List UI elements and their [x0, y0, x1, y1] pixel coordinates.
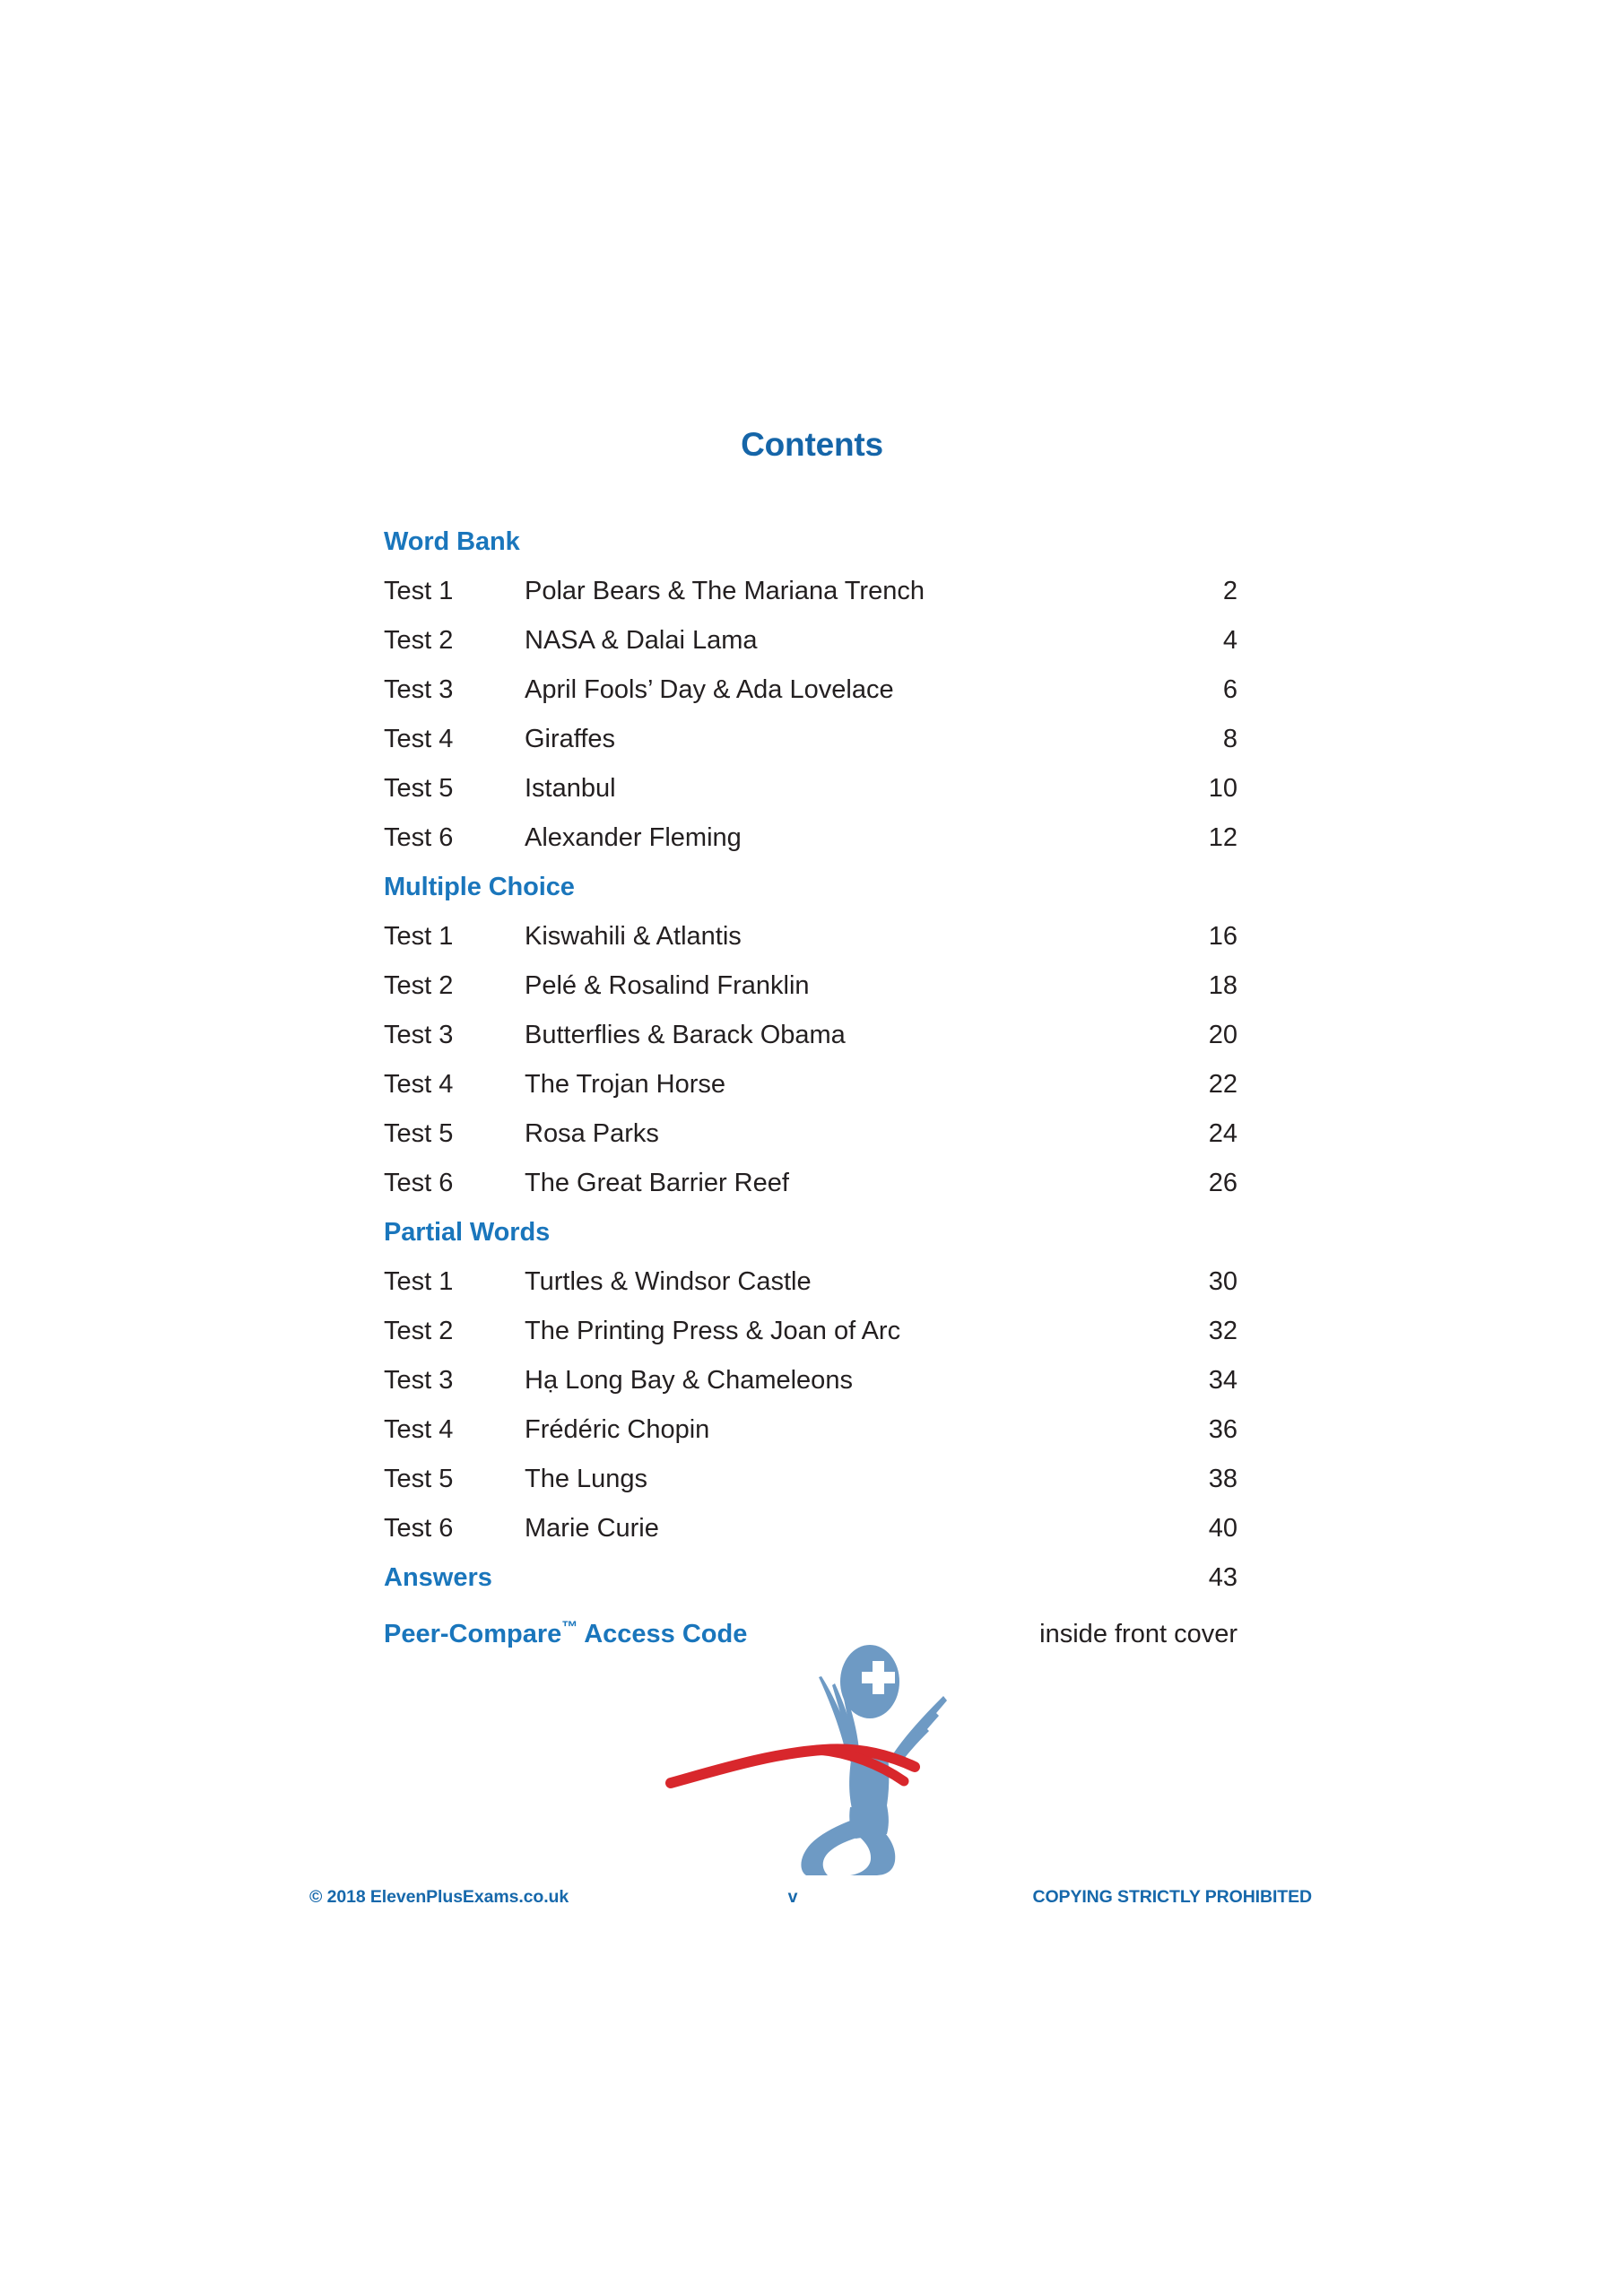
entry-title: Frédéric Chopin	[525, 1415, 710, 1444]
table-row[interactable]	[384, 1109, 1238, 1159]
page-title: Contents	[741, 426, 883, 463]
entry-page-number: 38	[1208, 1465, 1238, 1493]
access-code-label-prefix: Peer-Compare	[384, 1620, 562, 1649]
footer-copying-notice: COPYING STRICTLY PROHIBITED	[1032, 1887, 1312, 1907]
entry-title: The Great Barrier Reef	[525, 1169, 789, 1197]
entry-page-number: 24	[1208, 1119, 1238, 1148]
entry-page-number: 18	[1208, 971, 1238, 1000]
entry-title: Istanbul	[525, 774, 616, 803]
table-row[interactable]	[384, 1307, 1238, 1356]
entry-title: The Trojan Horse	[525, 1070, 726, 1099]
entry-page-number: 20	[1208, 1021, 1238, 1049]
table-row[interactable]	[384, 1011, 1238, 1060]
table-row[interactable]	[384, 1405, 1238, 1455]
entry-page-number: 4	[1222, 626, 1238, 655]
entry-title: Giraffes	[525, 725, 616, 753]
answers-page-number: 43	[1208, 1563, 1238, 1592]
table-row[interactable]	[384, 961, 1238, 1011]
test-label: Test 3	[384, 1021, 454, 1049]
entry-page-number: 8	[1222, 725, 1238, 753]
entry-page-number: 30	[1208, 1267, 1238, 1296]
table-row[interactable]	[384, 813, 1238, 863]
entry-title: The Printing Press & Joan of Arc	[525, 1317, 901, 1345]
answers-row[interactable]	[384, 1553, 1238, 1603]
entry-page-number: 22	[1208, 1070, 1238, 1099]
test-label: Test 1	[384, 577, 454, 605]
test-label: Test 4	[384, 725, 454, 753]
test-label: Test 1	[384, 1267, 454, 1296]
entry-title: Marie Curie	[525, 1514, 659, 1543]
entry-page-number: 36	[1208, 1415, 1238, 1444]
entry-title: Alexander Fleming	[525, 823, 742, 852]
access-code-value: inside front cover	[1039, 1620, 1238, 1649]
test-label: Test 3	[384, 675, 454, 704]
test-label: Test 6	[384, 1514, 454, 1543]
test-label: Test 2	[384, 626, 454, 655]
answers-label: Answers	[384, 1563, 492, 1592]
page-footer	[309, 1887, 1312, 1918]
test-label: Test 5	[384, 1465, 454, 1493]
test-label: Test 1	[384, 922, 454, 951]
entry-title: Butterflies & Barack Obama	[525, 1021, 846, 1049]
entry-page-number: 10	[1208, 774, 1238, 803]
table-row[interactable]	[384, 1257, 1238, 1307]
entry-title: Rosa Parks	[525, 1119, 659, 1148]
table-row[interactable]	[384, 1060, 1238, 1109]
entry-title: Kiswahili & Atlantis	[525, 922, 742, 951]
table-of-contents	[384, 517, 1238, 1652]
test-label: Test 3	[384, 1366, 454, 1395]
test-label: Test 5	[384, 1119, 454, 1148]
table-row[interactable]	[384, 715, 1238, 764]
entry-title: NASA & Dalai Lama	[525, 626, 758, 655]
entry-title: Pelé & Rosalind Franklin	[525, 971, 810, 1000]
table-row[interactable]	[384, 567, 1238, 616]
entry-page-number: 34	[1208, 1366, 1238, 1395]
entry-page-number: 26	[1208, 1169, 1238, 1197]
table-row[interactable]	[384, 1159, 1238, 1208]
test-label: Test 6	[384, 1169, 454, 1197]
trademark-icon: ™	[561, 1618, 578, 1636]
test-label: Test 5	[384, 774, 454, 803]
entry-title: Hạ Long Bay & Chameleons	[525, 1366, 853, 1395]
test-label: Test 6	[384, 823, 454, 852]
test-label: Test 2	[384, 1317, 454, 1345]
test-label: Test 4	[384, 1070, 454, 1099]
entry-title: Polar Bears & The Mariana Trench	[525, 577, 925, 605]
footer-page-number: v	[787, 1887, 798, 1907]
table-row[interactable]	[384, 665, 1238, 715]
table-row[interactable]	[384, 912, 1238, 961]
entry-title: April Fools’ Day & Ada Lovelace	[525, 675, 894, 704]
entry-title: The Lungs	[525, 1465, 648, 1493]
elevenplusexams-runner-logo	[665, 1635, 961, 1875]
entry-page-number: 2	[1222, 577, 1238, 605]
entry-page-number: 32	[1208, 1317, 1238, 1345]
entry-page-number: 12	[1208, 823, 1238, 852]
table-row[interactable]	[384, 764, 1238, 813]
table-row[interactable]	[384, 1504, 1238, 1553]
section-heading-word-bank: Word Bank	[384, 527, 520, 556]
section-heading-multiple-choice: Multiple Choice	[384, 873, 575, 901]
table-row[interactable]	[384, 1455, 1238, 1504]
entry-page-number: 40	[1208, 1514, 1238, 1543]
entry-title: Turtles & Windsor Castle	[525, 1267, 812, 1296]
table-row[interactable]	[384, 1356, 1238, 1405]
section-heading-partial-words: Partial Words	[384, 1218, 551, 1247]
test-label: Test 2	[384, 971, 454, 1000]
footer-copyright: © 2018 ElevenPlusExams.co.uk	[309, 1887, 569, 1907]
entry-page-number: 16	[1208, 922, 1238, 951]
entry-page-number: 6	[1222, 675, 1238, 704]
table-row[interactable]	[384, 616, 1238, 665]
access-code-label-suffix: Access Code	[578, 1620, 748, 1649]
test-label: Test 4	[384, 1415, 454, 1444]
